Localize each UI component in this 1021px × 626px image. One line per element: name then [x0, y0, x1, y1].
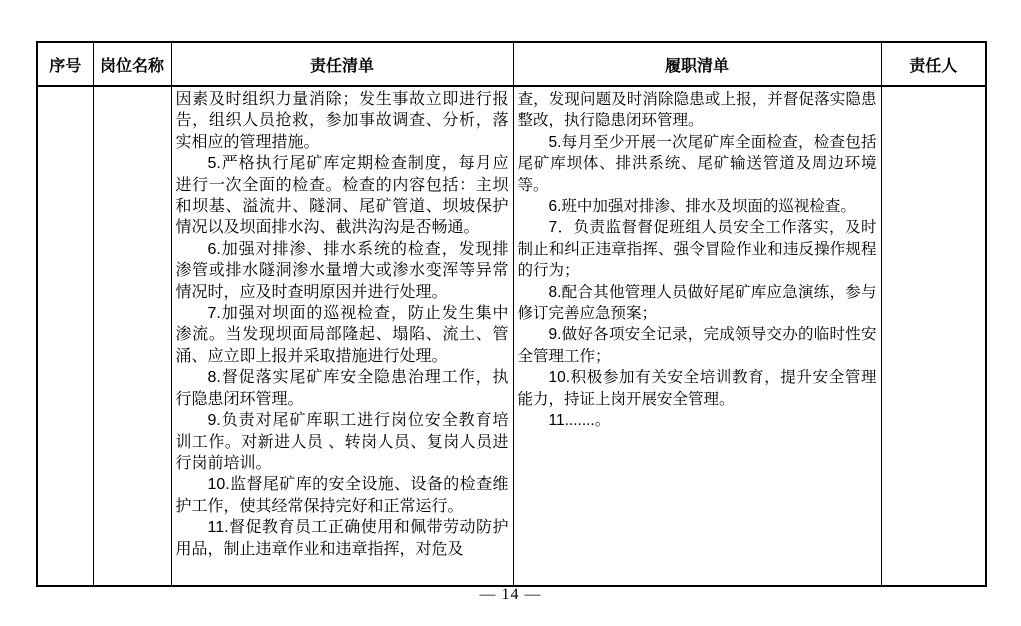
paragraph: 6.加强对排渗、排水系统的检查，发现排渗管或排水隧洞渗水量增大或渗水变浑等异常情况时，应及时查明原因并进行处理。	[175, 240, 509, 301]
table-header-row	[37, 42, 986, 86]
paragraph: 7.加强对坝面的巡视检查，防止发生集中渗流。当发现坝面局部隆起、塌陷、流土、管涌、应立即上报并采取措施进行处理。	[175, 305, 509, 365]
responsibility-table	[36, 41, 987, 587]
paragraph: 9.负责对尾矿库职工进行岗位安全教育培训工作。对新进人员 、转岗人员、复岗人员进行岗前培训。	[175, 412, 509, 472]
paragraph: 6.班中加强对排渗、排水及坝面的巡视检查。	[548, 198, 856, 216]
paragraph: 10.监督尾矿库的安全设施、设备的检查维护工作，使其经常保持完好和正常运行。	[175, 476, 509, 515]
col-header-duty-list: 履职清单	[513, 42, 881, 86]
paragraph: 11.......。	[548, 412, 611, 430]
cell-seq	[37, 86, 93, 586]
paragraph: 11.督促教育员工正确使用和佩带劳动防护用品，制止违章作业和违章指挥，对危及	[175, 519, 509, 558]
table-row	[37, 86, 986, 586]
col-header-position: 岗位名称	[93, 42, 171, 86]
col-header-responsibility-list: 责任清单	[171, 42, 513, 86]
paragraph: 10.积极参加有关安全培训教育，提升安全管理能力，持证上岗开展安全管理。	[517, 369, 877, 408]
cell-duty-list	[513, 86, 881, 586]
cell-responsibility-list	[171, 86, 513, 586]
paragraph: 查，发现问题及时消除隐患或上报，并督促落实隐患整改，执行隐患闭环管理。	[517, 91, 877, 130]
cell-responsible-person	[881, 86, 986, 586]
cell-position	[93, 86, 171, 586]
paragraph: 5.每月至少开展一次尾矿库全面检查，检查包括尾矿库坝体、排洪系统、尾矿输送管道及周边环境等。	[517, 133, 877, 194]
col-header-responsible-person: 责任人	[881, 42, 986, 86]
paragraph: 8.配合其他管理人员做好尾矿库应急演练，参与修订完善应急预案；	[517, 283, 877, 323]
paragraph: 8.督促落实尾矿库安全隐患治理工作，执行隐患闭环管理。	[175, 369, 509, 408]
paragraph: 5.严格执行尾矿库定期检查制度，每月应进行一次全面的检查。检查的内容包括：主坝和坝基、溢流井、隧洞、尾矿管道、坝坡保护情况以及坝面排水沟、截洪沟沟是否畅通。	[175, 155, 509, 237]
paragraph: 9.做好各项安全记录，完成领导交办的临时性安全管理工作；	[517, 326, 877, 365]
col-header-seq: 序号	[37, 42, 93, 86]
paragraph: 因素及时组织力量消除；发生事故立即进行报告，组织人员抢救，参加事故调查、分析，落实相应的管理措施。	[175, 91, 509, 151]
paragraph: 7．负责监督督促班组人员安全工作落实，及时制止和纠正违章指挥、强令冒险作业和违反操作规程的行为；	[517, 219, 877, 280]
page-number: — 14 —	[479, 586, 542, 603]
